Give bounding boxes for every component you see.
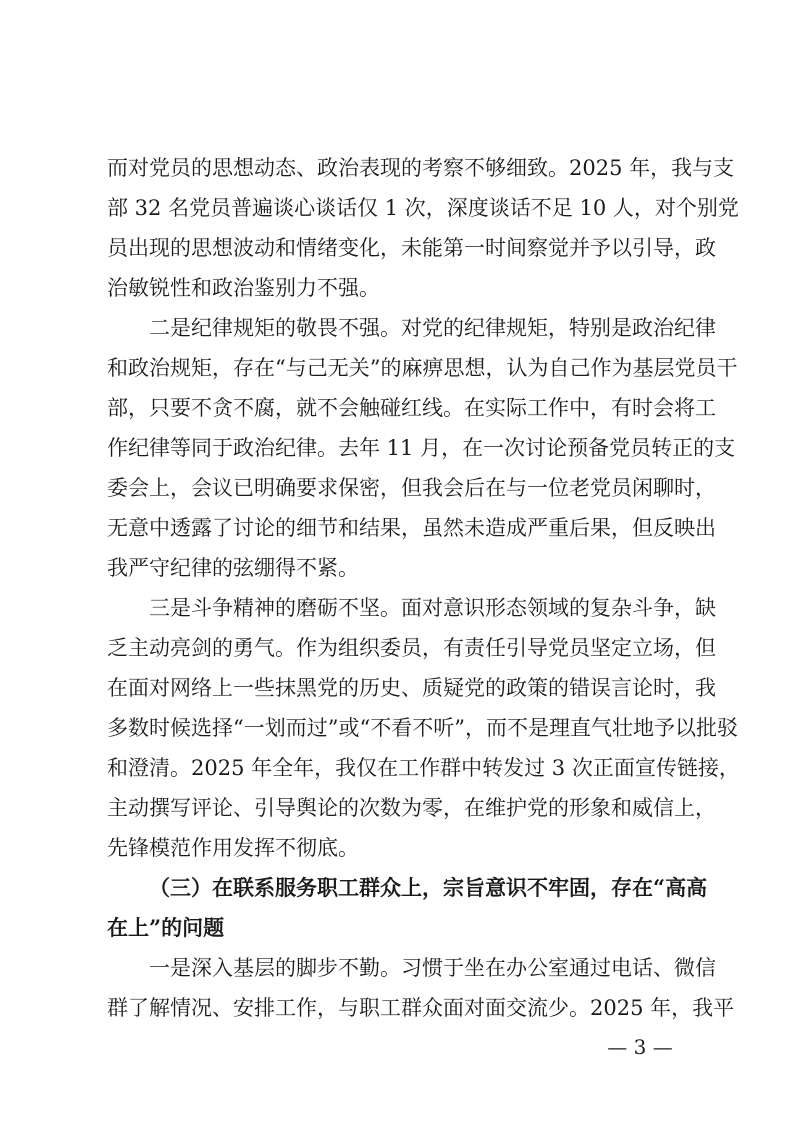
body-text-line: 乏主动亮剑的勇气。作为组织委员，有责任引导党员坚定立场，但 — [107, 636, 716, 660]
body-text-line: 作纪律等同于政治纪律。去年 11 月，在一次讨论预备党员转正的支 — [107, 436, 736, 460]
body-text-line: 委会上，会议已明确要求保密，但我会后在与一位老党员闲聊时， — [107, 476, 716, 500]
body-text-line: 群了解情况、安排工作，与职工群众面对面交流少。2025 年，我平 — [107, 996, 735, 1020]
body-text-line: 治敏锐性和政治鉴别力不强。 — [107, 276, 380, 300]
paragraph-first-line: 一是深入基层的脚步不勤。习惯于坐在办公室通过电话、微信 — [149, 956, 716, 980]
body-text-line: 和政治规矩，存在“与己无关”的麻痹思想，认为自己作为基层党员干 — [107, 356, 738, 380]
page-number: — 3 — — [607, 1035, 673, 1059]
body-text-line: 我严守纪律的弦绷得不紧。 — [107, 556, 359, 580]
section-heading: （三）在联系服务职工群众上，宗旨意识不牢固，存在“高高 — [149, 875, 708, 900]
body-text-line: 部，只要不贪不腐，就不会触碰红线。在实际工作中，有时会将工 — [107, 396, 716, 420]
body-text-line: 多数时候选择“一划而过”或“不看不听”，而不是理直气壮地予以批驳 — [107, 716, 738, 740]
body-text-line: 在面对网络上一些抹黑党的历史、质疑党的政策的错误言论时，我 — [107, 676, 716, 700]
body-text-line: 和澄清。2025 年全年，我仅在工作群中转发过 3 次正面宣传链接， — [107, 756, 740, 780]
paragraph-first-line: 三是斗争精神的磨砺不坚。面对意识形态领域的复杂斗争，缺 — [149, 596, 716, 620]
paragraph-first-line: 二是纪律规矩的敬畏不强。对党的纪律规矩，特别是政治纪律 — [149, 316, 716, 340]
body-text-line: 先锋模范作用发挥不彻底。 — [107, 836, 359, 860]
body-text-line: 主动撰写评论、引导舆论的次数为零，在维护党的形象和威信上， — [107, 796, 716, 820]
body-text-line: 而对党员的思想动态、政治表现的考察不够细致。2025 年，我与支 — [107, 156, 735, 180]
body-text-line: 部 32 名党员普遍谈心谈话仅 1 次，深度谈话不足 10 人，对个别党 — [107, 196, 739, 220]
body-text-line: 无意中透露了讨论的细节和结果，虽然未造成严重后果，但反映出 — [107, 516, 716, 540]
body-text-line: 员出现的思想波动和情绪变化，未能第一时间察觉并予以引导，政 — [107, 236, 716, 260]
section-heading-continued: 在上”的问题 — [107, 915, 225, 940]
